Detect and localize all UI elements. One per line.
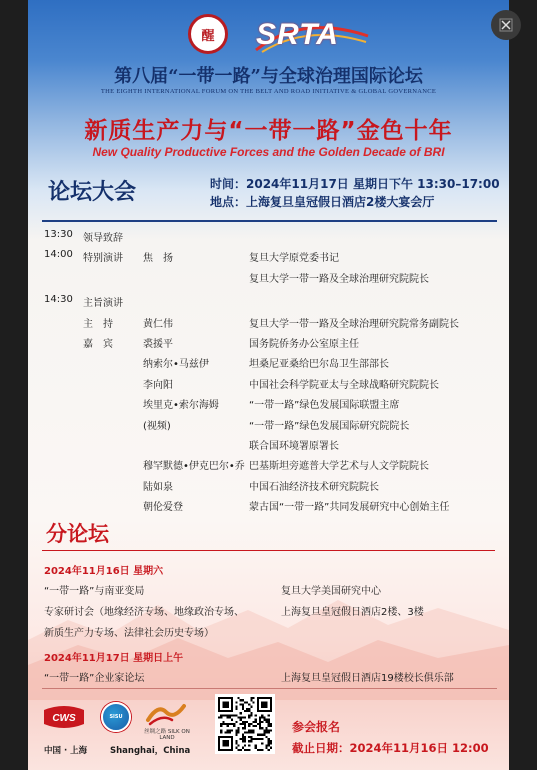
agenda-speaker-title: “一带一路”绿色发展国际联盟主席 [249,400,400,412]
agenda-speaker-title: “一带一路”绿色发展国际研究院院长 [249,420,410,432]
divider [42,550,495,551]
agenda-speaker: 李向阳 [143,379,173,391]
srta-logo: SRTA [256,18,339,51]
registration-label: 参会报名 [292,720,341,734]
agenda-time: 13:30 [44,229,73,240]
agenda-speaker: (视频) [143,420,171,432]
sub-forum-title: 分论坛 [46,522,109,546]
divider [42,220,497,222]
agenda-role: 主 持 [83,318,113,330]
forum-title-en: THE EIGHTH INTERNATIONAL FORUM ON THE BELT AND ROAD INITIATIVE & GLOBAL GOVERNANCE [100,88,437,95]
agenda-speaker: 裘援平 [143,339,173,350]
agenda-time: 14:30 [44,294,73,306]
agenda-speaker-title: 蒙古国“一带一路”共同发展研究中心创始主任 [249,502,450,514]
caption-city-en: Shanghai，China [110,746,191,756]
agenda-session: 特别演讲 [83,253,123,265]
sub-forum-date: 2024年11月17日 星期日上午 [44,653,184,664]
agenda-speaker-title: 联合国环境署原署长 [249,441,339,452]
agenda-speaker: 黄仁伟 [143,318,173,330]
sub-forum-item: “一带一路”与南亚变局 [44,586,145,597]
agenda-speaker-title: 国务院侨务办公室原主任 [249,339,359,350]
sub-forum-date: 2024年11月16日 星期六 [44,566,164,577]
cws-logo [42,704,86,730]
sub-forum-venue: 复旦大学美国研究中心 [281,586,381,597]
forum-title: 第八届“一带一路”与全球治理国际论坛 [114,66,423,87]
agenda-speaker: 朝伦爱登 [143,502,183,514]
agenda-speaker-title: 复旦大学原党委书记 [249,253,339,265]
sub-forum-item: “一带一路”企业家论坛 [44,673,145,684]
agenda-role: 嘉 宾 [83,339,113,350]
plenary-time: 时间：2024年11月17日 星期日下午 13:30–17:00 [210,177,500,191]
plenary-place: 地点：上海复旦皇冠假日酒店2楼大宴会厅 [210,195,435,209]
agenda-session: 领导致辞 [83,233,123,244]
qr-code-icon[interactable] [215,694,275,754]
silk-road-logo [144,702,186,726]
agenda-time: 14:00 [44,249,73,261]
sub-forum-venue: 上海复旦皇冠假日酒店19楼校长俱乐部 [281,673,454,684]
caption-city-zh: 中国 · 上海 [44,746,88,756]
agenda-speaker-title: 中国社会科学院亚太与全球战略研究院院长 [249,379,439,391]
cws-logo-text: CWS [52,713,76,724]
sisu-logo [101,702,131,732]
forum-poster [28,0,509,770]
agenda-speaker-title: 坦桑尼亚桑给巴尔岛卫生部部长 [249,359,389,371]
agenda-speaker: 穆罕默德•伊克巴尔•乔 [143,461,245,473]
sub-forum-venue: 上海复旦皇冠假日酒店2楼、3楼 [281,607,424,618]
header-logos [28,12,509,56]
theme-title: 新质生产力与“一带一路”金色十年 [84,118,453,144]
agenda-speaker-title: 复旦大学一带一路及全球治理研究院院长 [249,273,429,285]
divider [42,688,497,689]
agenda-speaker-title: 复旦大学一带一路及全球治理研究院常务副院长 [249,318,459,330]
agenda-speaker: 纳索尔•马兹伊 [143,359,209,371]
agenda-speaker: 焦 扬 [143,253,173,265]
close-button[interactable] [491,10,521,40]
seal-text: 醒 [201,28,215,44]
close-icon [499,18,513,32]
sub-forum-item: 专家研讨会（地缘经济专场、地缘政治专场、 [44,607,244,618]
agenda-speaker-title: 巴基斯坦旁遮普大学艺术与人文学院院长 [249,461,429,473]
agenda-speaker: 埃里克•索尔海姆 [143,400,219,412]
plenary-title: 论坛大会 [48,180,137,205]
sisu-logo-text: SISU [109,714,123,720]
sub-forum-item: 新质生产力专场、法律社会历史专场） [44,628,214,639]
registration-deadline: 截止日期：2024年11月16日 12:00 [292,741,489,755]
silk-road-logo-text: 丝绸之路 SILK ON LAND [144,729,190,741]
agenda-speaker-title: 中国石油经济技术研究院院长 [249,481,379,493]
theme-title-en: New Quality Productive Forces and the Golden Decade of BRI [92,145,445,159]
agenda-speaker: 陆如泉 [143,481,173,493]
fudan-seal-logo [188,14,228,54]
agenda-session: 主旨演讲 [83,298,123,310]
